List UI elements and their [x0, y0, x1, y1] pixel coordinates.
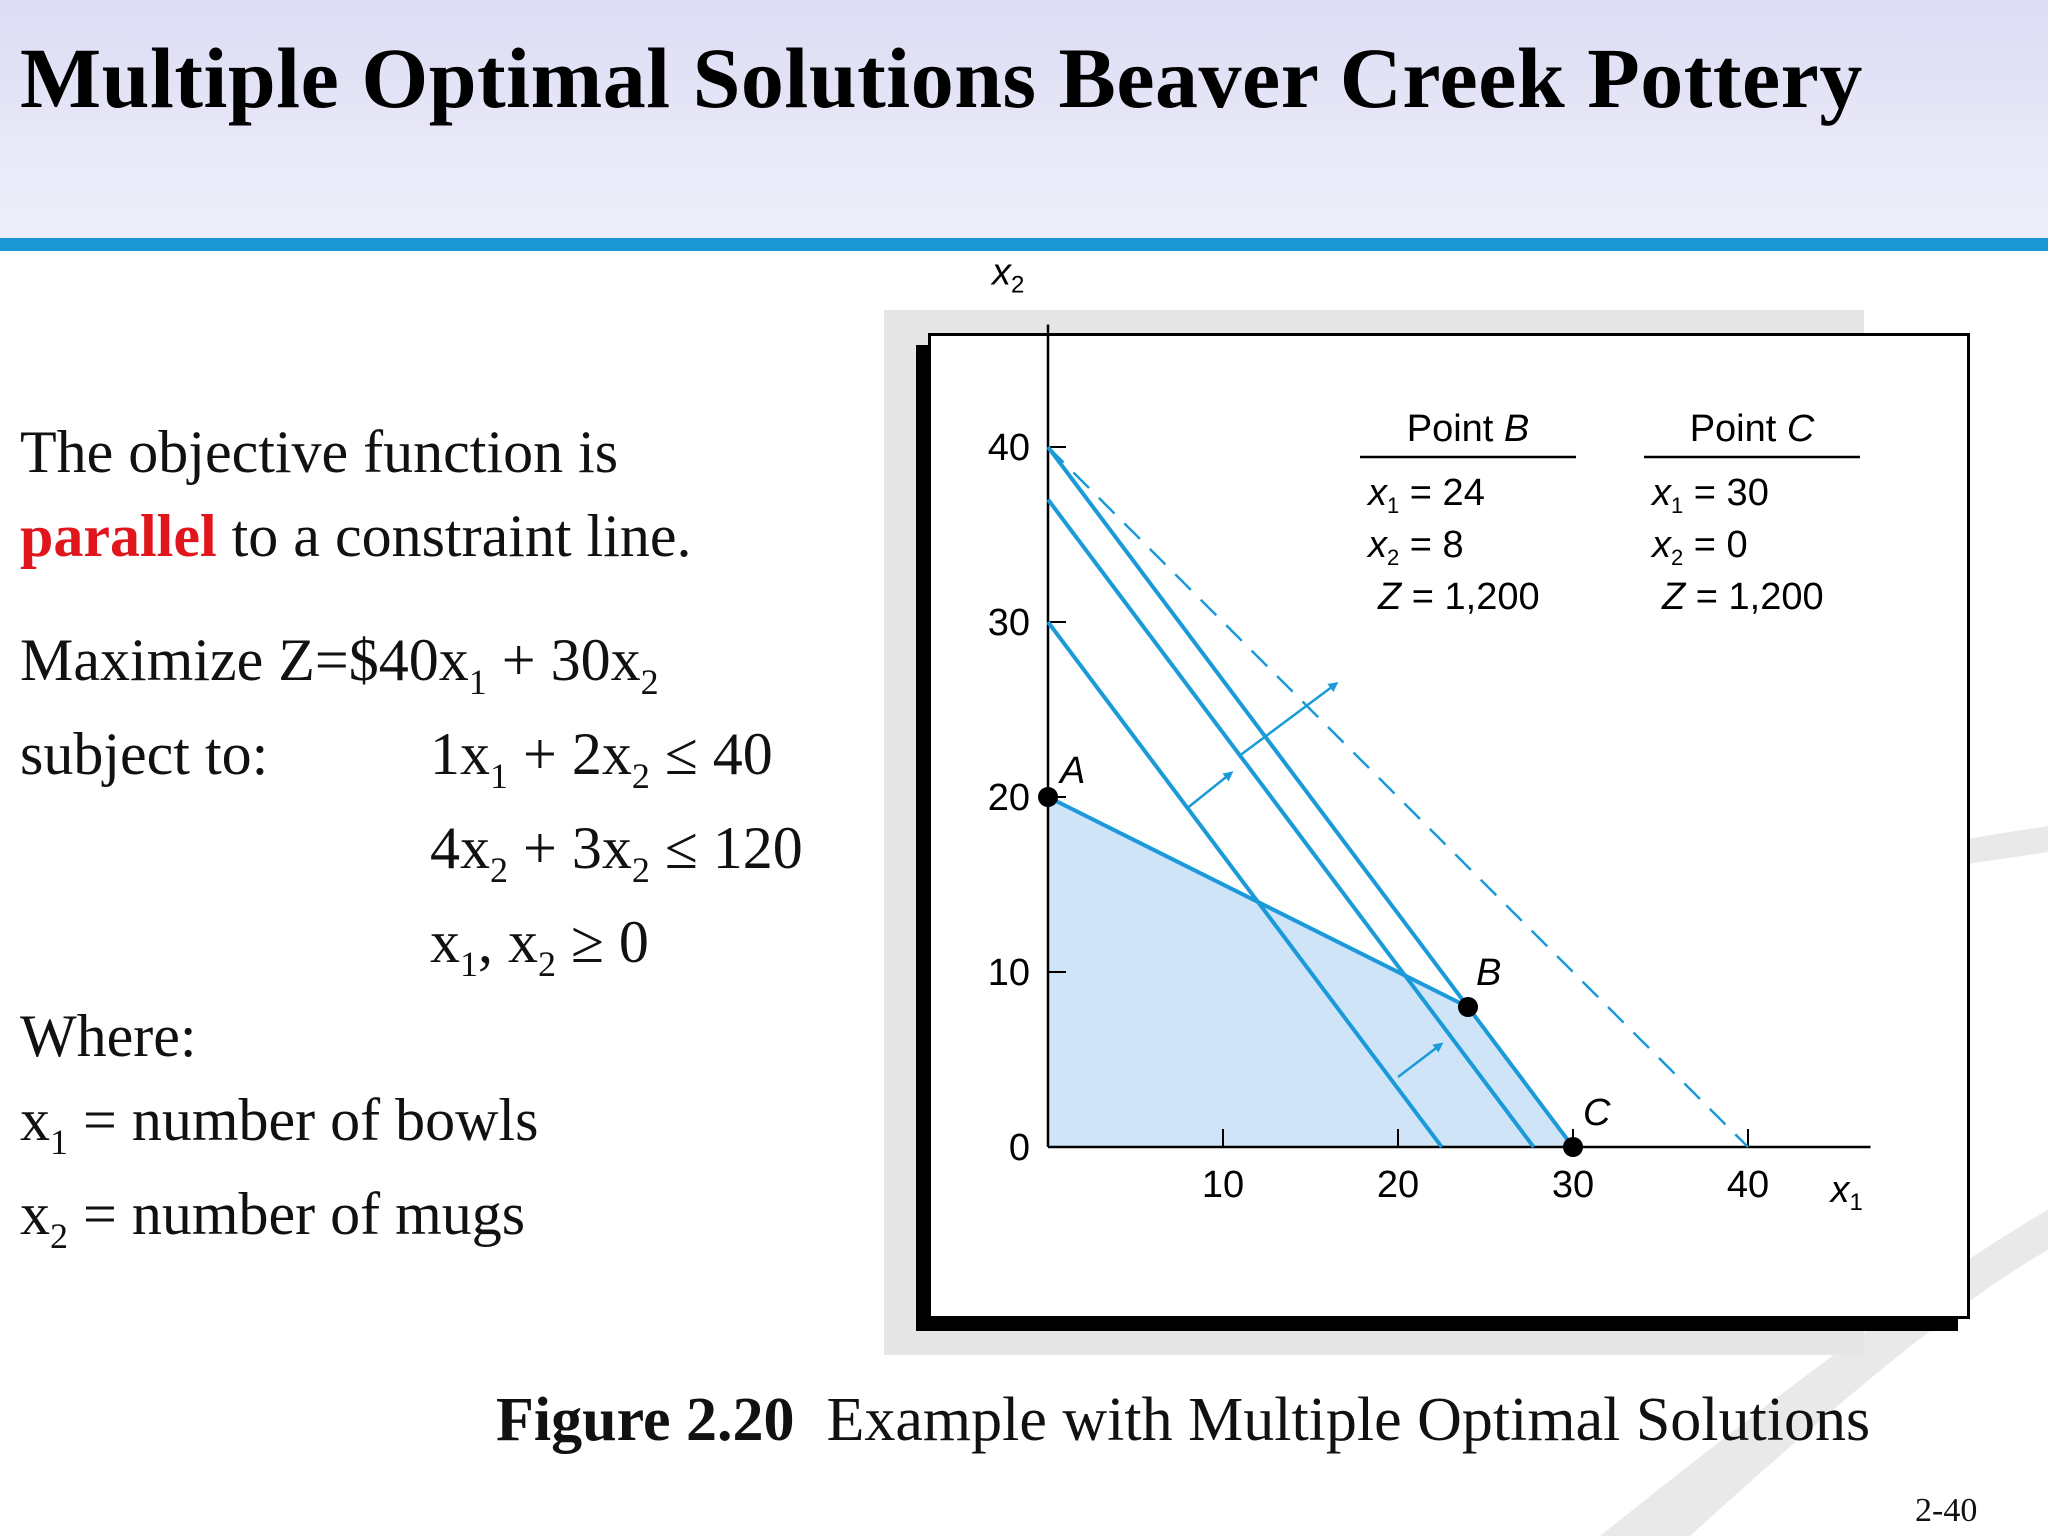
annotation-line — [1366, 472, 1485, 518]
annotation-title-word: Point — [1406, 408, 1504, 450]
c1-a: 1x — [430, 721, 490, 787]
intro-line-1: The objective function is — [20, 419, 619, 485]
axis-symbol: x — [992, 251, 1011, 294]
maximize-mid: + 30x — [486, 627, 641, 693]
annotation-line — [1366, 524, 1464, 570]
constraint-1 — [430, 712, 773, 796]
axis-symbol: x — [1830, 1169, 1850, 1211]
c2-a: 4x — [430, 815, 490, 881]
x-tick-label: 20 — [1376, 1164, 1420, 1206]
annotation-title-letter: B — [1503, 408, 1530, 450]
slide-title: Multiple Optimal Solutions Beaver Creek Pottery — [20, 30, 1863, 126]
annotation-value: = 30 — [1683, 472, 1769, 514]
subscript: 2 — [538, 944, 556, 984]
x-tick-label: 30 — [1551, 1164, 1595, 1206]
objective-function — [20, 618, 659, 702]
point-label: B — [1476, 952, 1502, 994]
annotation-title-letter: C — [1786, 408, 1815, 450]
figure-caption-text: Example with Multiple Optimal Solutions — [826, 1386, 1871, 1454]
y-tick-label: 20 — [987, 777, 1030, 819]
subscript: 2 — [640, 662, 659, 702]
annotation-var: Z — [1378, 576, 1402, 618]
x-tick-label: 40 — [1726, 1164, 1770, 1206]
subscript: 1 — [468, 662, 487, 702]
y-tick-label: 30 — [987, 602, 1030, 644]
parallel-highlight: parallel — [20, 503, 217, 569]
annotation-subscript: 1 — [1387, 493, 1400, 518]
def1-var: x — [20, 1087, 50, 1153]
annotation-var: Z — [1662, 576, 1686, 618]
annotation-value: = 24 — [1399, 472, 1485, 514]
corner-point — [1038, 787, 1058, 807]
annotation-var: x — [1368, 472, 1387, 514]
corner-point — [1458, 997, 1478, 1017]
c2-c: ≤ 120 — [649, 815, 803, 881]
subscript: 2 — [490, 850, 508, 890]
annotation-line — [1661, 576, 1824, 618]
definition-x2 — [20, 1172, 525, 1256]
subject-to-label: subject to: — [20, 721, 269, 787]
def2-var: x — [20, 1181, 50, 1247]
annotation-line — [1650, 524, 1748, 570]
def1-text: = number of bowls — [68, 1087, 539, 1153]
annotation-value: = 1,200 — [1685, 576, 1824, 618]
subscript: 2 — [50, 1216, 68, 1256]
subscript: 2 — [631, 850, 650, 890]
y-tick-label: 0 — [1008, 1127, 1030, 1169]
intro-line-2-rest: to a constraint line. — [216, 503, 692, 569]
x-axis-label — [1829, 1169, 1863, 1216]
annotation-title — [1690, 408, 1815, 450]
where-label: Where: — [20, 1003, 197, 1069]
direction-arrow — [1241, 683, 1337, 755]
annotation-line — [1650, 472, 1769, 518]
definition-x1 — [20, 1078, 538, 1162]
point-annotation — [1644, 408, 1860, 618]
annotation-title — [1407, 408, 1530, 450]
subscript: 1 — [460, 944, 478, 984]
maximize-prefix: Maximize Z=$40x — [20, 627, 469, 693]
def2-text: = number of mugs — [68, 1181, 526, 1247]
point-label: A — [1060, 750, 1086, 792]
c1-b: + 2x — [508, 721, 632, 787]
subscript: 1 — [50, 1122, 68, 1162]
annotation-subscript: 1 — [1671, 493, 1684, 518]
axis-subscript: 2 — [1011, 271, 1025, 299]
annotation-var: x — [1652, 472, 1671, 514]
c3-a: x — [430, 909, 460, 975]
constraint-2 — [430, 806, 803, 890]
point-label: C — [1583, 1092, 1611, 1134]
axis-subscript: 1 — [1849, 1189, 1863, 1216]
c2-b: + 3x — [508, 815, 632, 881]
annotation-var: x — [1368, 524, 1387, 566]
subscript: 1 — [490, 756, 508, 796]
annotation-title-word: Point — [1689, 408, 1787, 450]
y-tick-label: 10 — [987, 952, 1030, 994]
multiple-optima-chart — [928, 251, 1968, 1318]
corner-point — [1563, 1137, 1583, 1157]
figure-label: Figure 2.20 — [496, 1386, 795, 1454]
point-annotation — [1360, 408, 1576, 618]
annotation-line — [1377, 576, 1540, 618]
annotation-value: = 1,200 — [1401, 576, 1540, 618]
c3-c: ≥ 0 — [556, 909, 649, 975]
annotation-value: = 0 — [1683, 524, 1748, 566]
subscript: 2 — [631, 756, 650, 796]
direction-arrow — [1188, 773, 1232, 808]
annotation-subscript: 2 — [1387, 545, 1400, 570]
figure-caption — [496, 1385, 1870, 1456]
c3-b: , x — [478, 909, 538, 975]
constraint-nonneg — [430, 900, 649, 984]
x-tick-label: 10 — [1201, 1164, 1245, 1206]
c1-c: ≤ 40 — [649, 721, 773, 787]
y-tick-label: 40 — [987, 427, 1030, 469]
annotation-subscript: 2 — [1671, 545, 1684, 570]
annotation-value: = 8 — [1399, 524, 1464, 566]
intro-line-2 — [20, 494, 692, 578]
page-number: 2-40 — [1915, 1492, 1978, 1529]
annotation-var: x — [1652, 524, 1671, 566]
